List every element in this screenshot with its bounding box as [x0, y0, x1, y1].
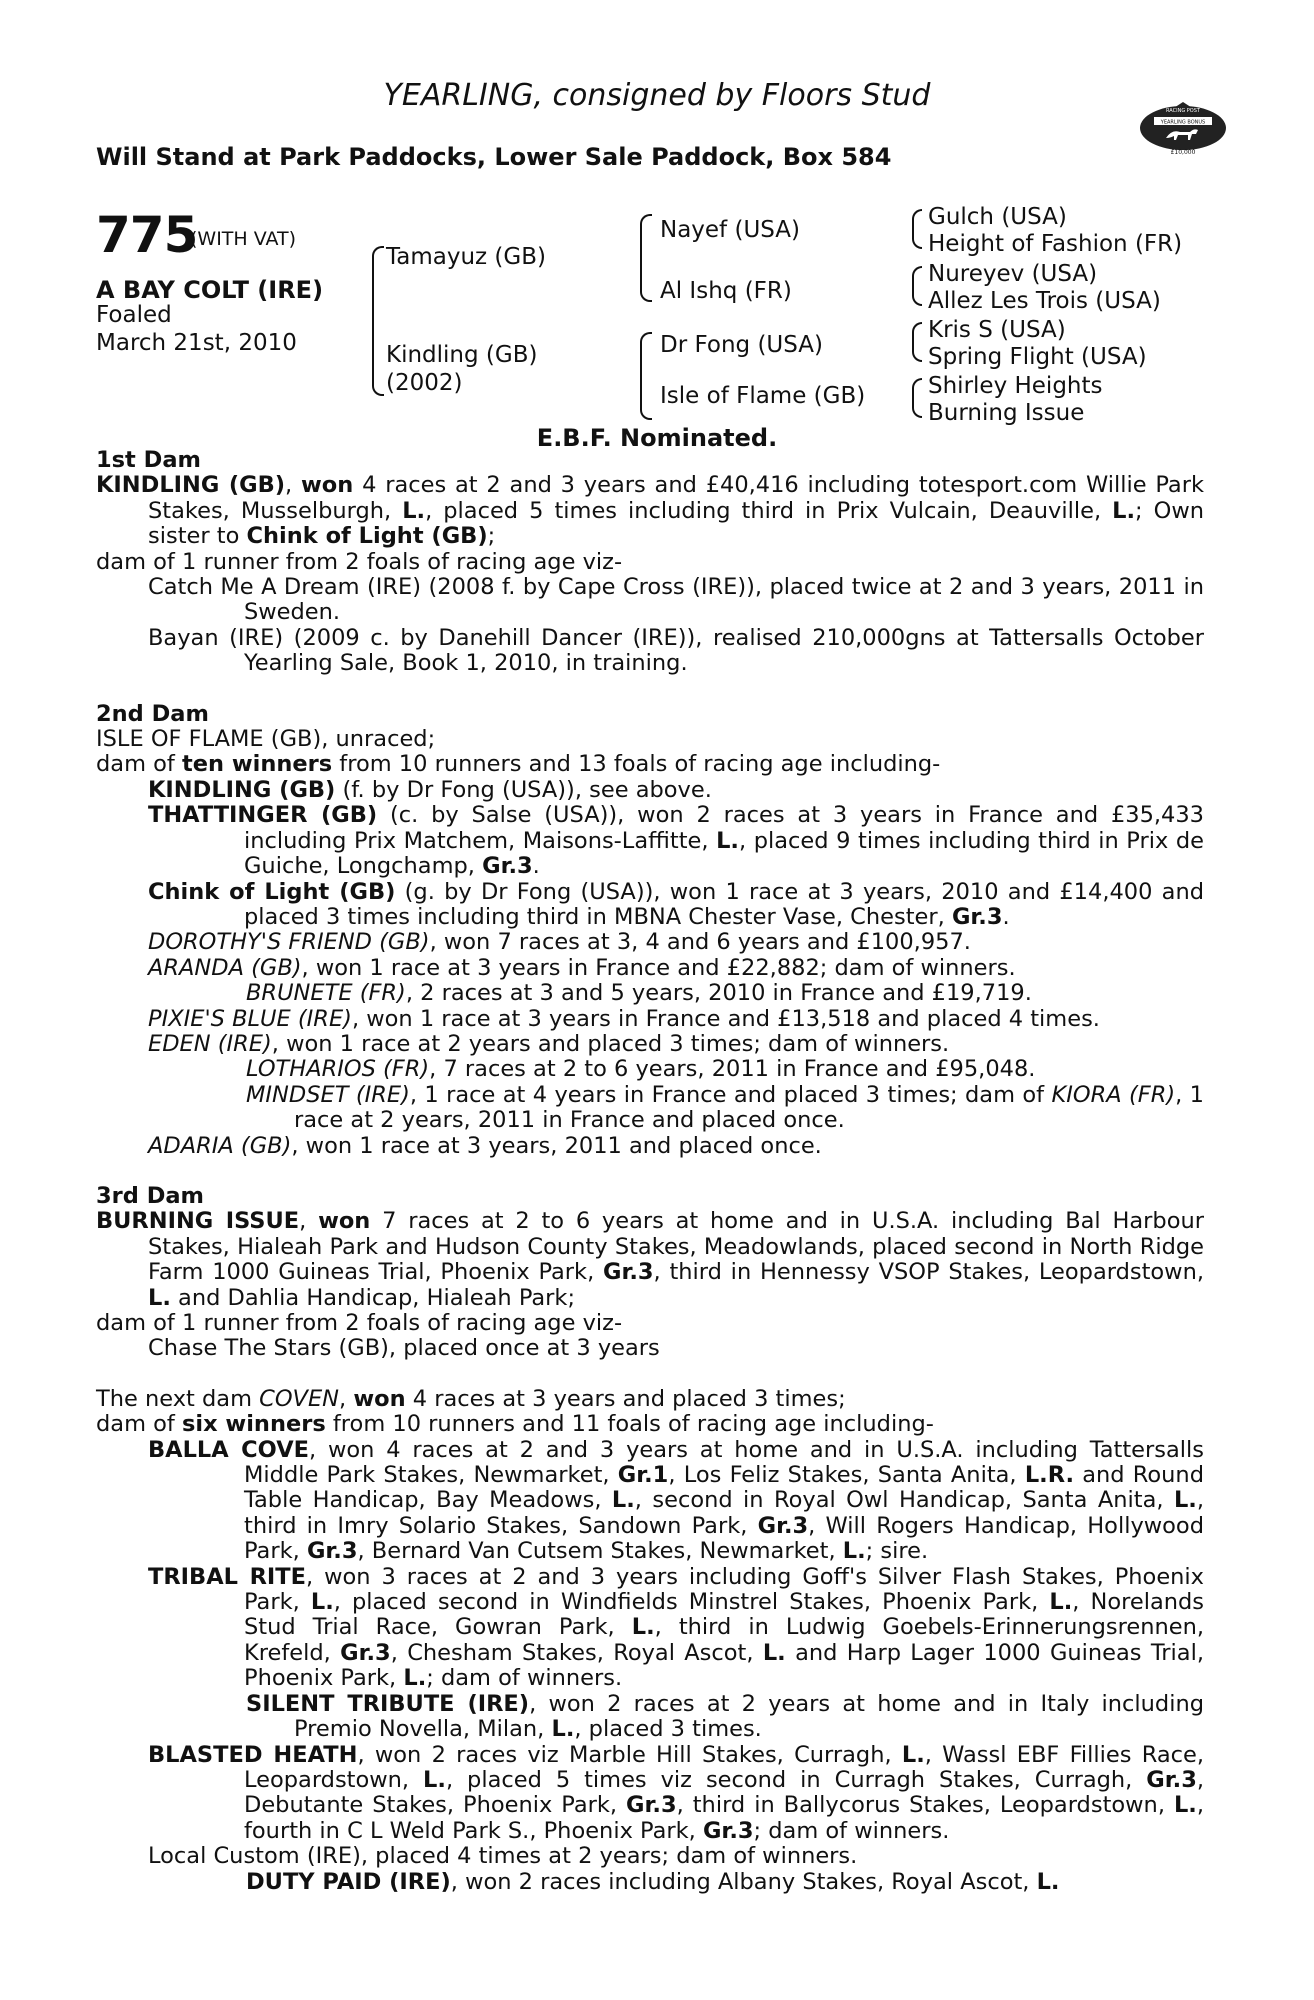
brace-gen2-dam — [640, 332, 652, 420]
foaled-date: March 21st, 2010 — [96, 330, 297, 356]
lot-description: A BAY COLT (IRE) — [96, 276, 324, 304]
brace-gen2-sire — [640, 214, 652, 302]
pedigree-sire-dam: Al Ishq (FR) — [660, 278, 792, 304]
pedigree-g2: Height of Fashion (FR) — [928, 231, 1183, 257]
entry-lotharios: LOTHARIOS (FR), 7 races at 2 to 6 years, 2011 in France and £95,048. — [246, 1056, 1036, 1083]
dam1-foal-1: Catch Me A Dream (IRE) (2008 f. by Cape Cross (IRE)), placed twice at 2 and 3 years, 2011 in Sweden. — [148, 574, 1204, 626]
next-dam-record: The next dam COVEN, won 4 races at 3 years and placed 3 times; — [96, 1385, 846, 1412]
ebf-nominated: E.B.F. Nominated. — [536, 424, 778, 452]
next-dam-damof: dam of six winners from 10 runners and 11 foals of racing age including- — [96, 1411, 934, 1438]
dam3-heading: 3rd Dam — [96, 1182, 204, 1209]
pedigree-g5: Kris S (USA) — [928, 317, 1066, 343]
pedigree-dam-dam: Isle of Flame (GB) — [660, 383, 866, 409]
pedigree-g1: Gulch (USA) — [928, 204, 1067, 230]
entry-pixies-blue: PIXIE'S BLUE (IRE), won 1 race at 3 years in France and £13,518 and placed 4 times. — [148, 1005, 1100, 1032]
entry-blasted-heath: BLASTED HEATH, won 2 races viz Marble Hill Stakes, Curragh, L., Wassl EBF Fillies Race, Leopardstown, L., placed 5 times viz second in Curragh Stakes, Curragh, Gr.3, Debutante Stakes, Phoenix Park, Gr.3, third in Ballycorus Stakes, Leopardstown, L., fourth in C L Weld Park S., Phoenix Park, Gr.3; dam of winners. — [148, 1741, 1205, 1844]
pedigree-sire: Tamayuz (GB) — [386, 244, 546, 270]
brace-gen3-3 — [912, 322, 922, 362]
dam1-foal-2: Bayan (IRE) (2009 c. by Danehill Dancer (IRE)), realised 210,000gns at Tattersalls October Yearling Sale, Book 1, 2010, in training. — [148, 624, 1204, 677]
entry-thattinger: THATTINGER (GB) (c. by Salse (USA)), won 2 races at 3 years in France and £35,433 including Prix Matchem, Maisons-Laffitte, L., placed 9 times including third in Prix de Guiche, Longchamp, Gr.3. — [148, 802, 1205, 880]
sale-location: Will Stand at Park Paddocks, Lower Sale Paddock, Box 584 — [96, 143, 892, 171]
pedigree-g3: Nureyev (USA) — [928, 261, 1098, 287]
entry-silent-tribute: SILENT TRIBUTE (IRE), won 2 races at 2 years at home and in Italy including Premio Novella, Milan, L., placed 3 times. — [246, 1690, 1204, 1743]
pedigree-g7: Shirley Heights — [928, 373, 1103, 399]
pedigree-dam: Kindling (GB) — [386, 342, 538, 368]
entry-dorothys-friend: DOROTHY'S FRIEND (GB), won 7 races at 3, 4 and 6 years and £100,957. — [148, 929, 971, 956]
entry-mindset: MINDSET (IRE), 1 race at 4 years in France and placed 3 times; dam of KIORA (FR), 1 race at 2 years, 2011 in France and placed once. — [246, 1081, 1204, 1134]
pedigree-g6: Spring Flight (USA) — [928, 344, 1147, 370]
entry-aranda: ARANDA (GB), won 1 race at 3 years in France and £22,882; dam of winners. — [148, 954, 1016, 981]
badge-amount-text: £10,000 — [1170, 149, 1196, 156]
badge-top-text: RACING POST — [1166, 108, 1200, 114]
brace-gen3-4 — [912, 378, 922, 418]
entry-kindling: KINDLING (GB) (f. by Dr Fong (USA)), see above. — [148, 776, 712, 803]
dam3-damof: dam of 1 runner from 2 foals of racing age viz- — [96, 1310, 623, 1336]
dam1-record: KINDLING (GB), won 4 races at 2 and 3 years and £40,416 including totesport.com Willie Park Stakes, Musselburgh, L., placed 5 times including third in Prix Vulcain, Deauville, L.; Own sister to Chink of Light (GB); — [96, 472, 1204, 550]
pedigree-dam-year: (2002) — [386, 370, 463, 396]
vat-label: (WITH VAT) — [190, 228, 297, 250]
page-title: YEARLING, consigned by Floors Stud — [383, 78, 931, 113]
entry-balla-cove: BALLA COVE, won 4 races at 2 and 3 years at home and in U.S.A. including Tattersalls Middle Park Stakes, Newmarket, Gr.1, Los Feliz Stakes, Santa Anita, L.R. and Round Table Handicap, Bay Meadows, L., second in Royal Owl Handicap, Santa Anita, L., third in Imry Solario Stakes, Sandown Park, Gr.3, Will Rogers Handicap, Hollywood Park, Gr.3, Bernard Van Cutsem Stakes, Newmarket, L.; sire. — [148, 1436, 1204, 1565]
dam1-damof: dam of 1 runner from 2 foals of racing age viz- — [96, 548, 623, 575]
pedigree-g4: Allez Les Trois (USA) — [928, 288, 1161, 314]
entry-brunete: BRUNETE (FR), 2 races at 3 and 5 years, 2010 in France and £19,719. — [246, 980, 1032, 1007]
pedigree-g8: Burning Issue — [928, 400, 1085, 426]
catalogue-body — [96, 446, 1204, 1895]
dam2-heading: 2nd Dam — [96, 700, 209, 727]
entry-local-custom: Local Custom (IRE), placed 4 times at 2 years; dam of winners. — [148, 1843, 858, 1870]
dam2-intro: ISLE OF FLAME (GB), unraced; — [96, 726, 436, 753]
dam1-heading: 1st Dam — [96, 447, 201, 473]
brace-gen1 — [372, 246, 384, 396]
dam3-foal-1: Chase The Stars (GB), placed once at 3 years — [148, 1335, 660, 1362]
dam2-damof: dam of ten winners from 10 runners and 13 foals of racing age including- — [96, 751, 941, 778]
brace-gen3-2 — [912, 266, 922, 306]
entry-chink-of-light: Chink of Light (GB) (g. by Dr Fong (USA)), won 1 race at 3 years, 2010 and £14,400 and placed 3 times including third in MBNA Chester Vase, Chester, Gr.3. — [148, 878, 1204, 930]
entry-adaria: ADARIA (GB), won 1 race at 3 years, 2011 and placed once. — [148, 1132, 822, 1159]
yearling-bonus-badge — [1138, 100, 1228, 156]
entry-eden: EDEN (IRE), won 1 race at 2 years and placed 3 times; dam of winners. — [148, 1030, 950, 1057]
lot-number: 775 — [96, 206, 198, 264]
dam3-record: BURNING ISSUE, won 7 races at 2 to 6 years at home and in U.S.A. including Bal Harbour Stakes, Hialeah Park and Hudson County Stakes, Meadowlands, placed second in North Ridge Farm 1000 Guineas Trial, Phoenix Park, Gr.3, third in Hennessy VSOP Stakes, Leopardstown, L. and Dahlia Handicap, Hialeah Park; — [96, 1208, 1204, 1311]
pedigree-dam-sire: Dr Fong (USA) — [660, 332, 823, 358]
badge-mid-text: YEARLING BONUS — [1160, 119, 1206, 126]
pedigree-sire-sire: Nayef (USA) — [660, 217, 801, 243]
foaled-label: Foaled — [96, 302, 172, 328]
brace-gen3-1 — [912, 209, 922, 249]
entry-tribal-rite: TRIBAL RITE, won 3 races at 2 and 3 years including Goff's Silver Flash Stakes, Phoenix Park, L., placed second in Windfields Minstrel Stakes, Phoenix Park, L., Norelands Stud Trial Race, Gowran Park, L., third in Ludwig Goebels-Erinnerungsrennen, Krefeld, Gr.3, Chesham Stakes, Royal Ascot, L. and Harp Lager 1000 Guineas Trial, Phoenix Park, L.; dam of winners. — [148, 1563, 1205, 1692]
entry-duty-paid: DUTY PAID (IRE), won 2 races including Albany Stakes, Royal Ascot, L. — [246, 1868, 1060, 1895]
